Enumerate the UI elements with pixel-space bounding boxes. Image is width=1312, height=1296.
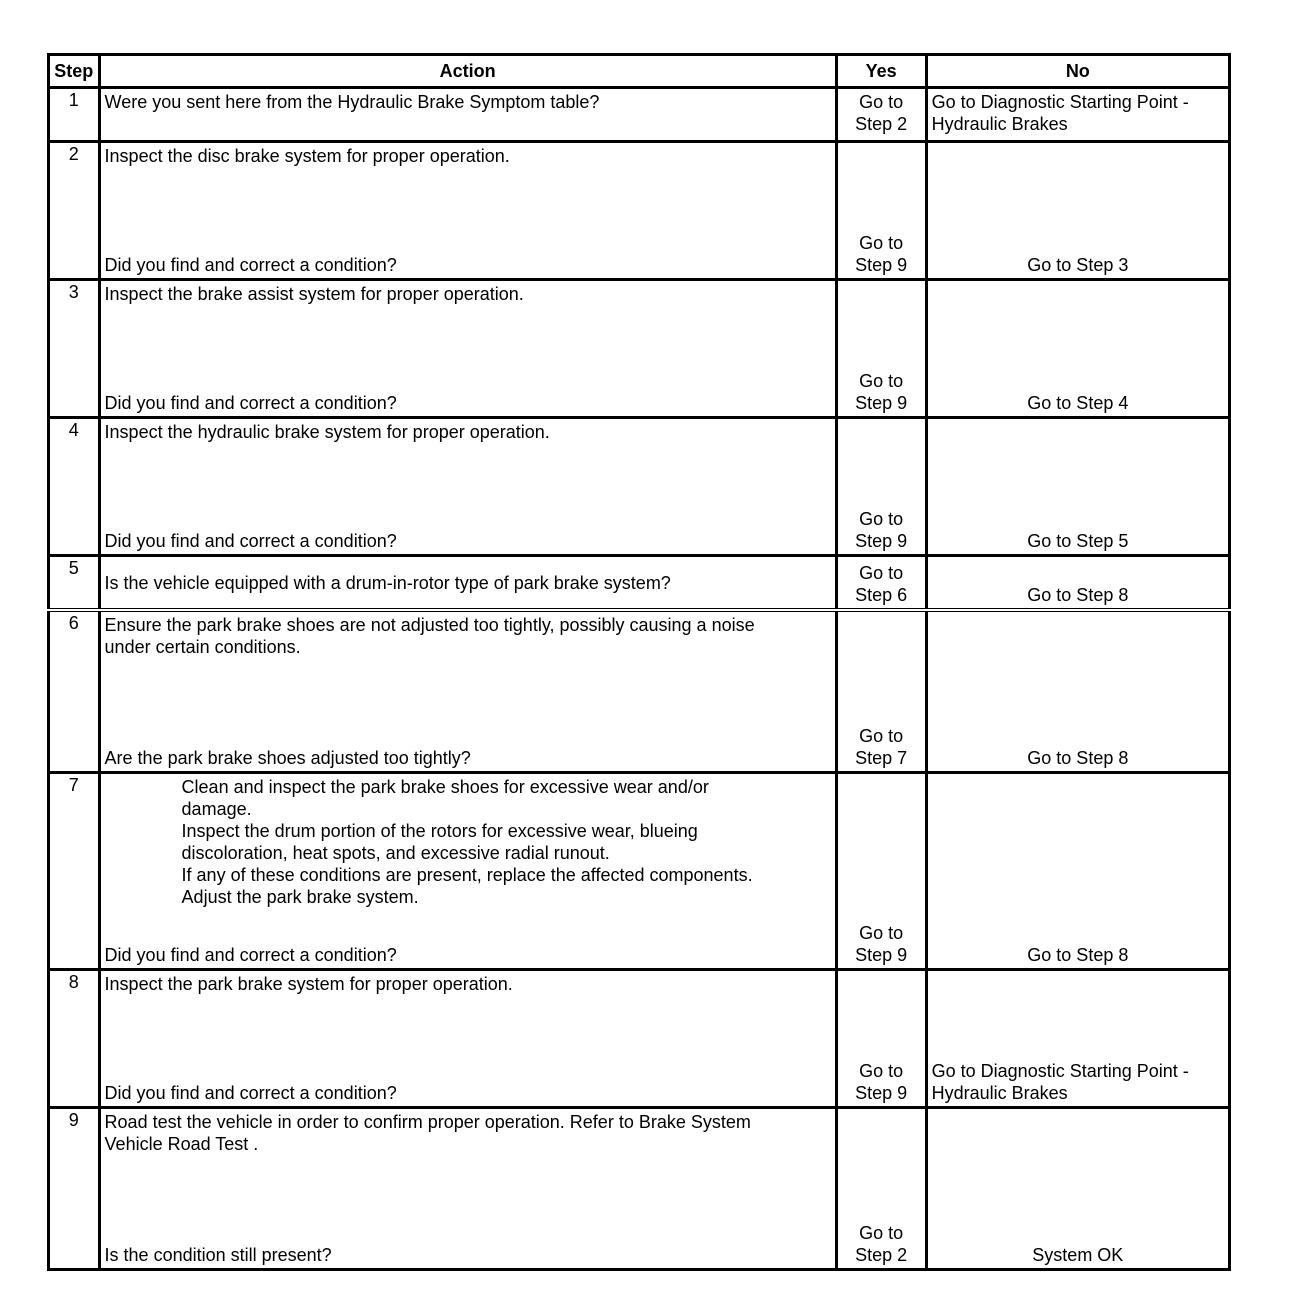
action-question: Did you find and correct a condition?: [104, 531, 397, 551]
yes-step: Step 9: [855, 255, 908, 275]
yes-step: Step 9: [855, 531, 908, 551]
yes-step: Step 6: [855, 585, 908, 605]
action-cell: [99, 142, 836, 280]
table-row: [49, 610, 1230, 773]
action-text: Adjust the park brake system.: [181, 887, 419, 907]
action-text: Were you sent here from the Hydraulic Brake Symptom table?: [104, 92, 600, 112]
no-text: Go to Step 8: [1027, 945, 1129, 965]
action-cell: [99, 418, 836, 556]
no-text: Hydraulic Brakes: [931, 114, 1068, 134]
diagnostic-table: [47, 53, 1231, 1271]
step-number: 5: [49, 556, 100, 611]
action-question: Is the condition still present?: [104, 1245, 332, 1265]
yes-step: Step 9: [855, 1083, 908, 1103]
no-cell: [926, 773, 1229, 970]
yes-text: Go to: [859, 371, 904, 391]
action-cell: [99, 970, 836, 1108]
no-text: Hydraulic Brakes: [931, 1083, 1068, 1103]
action-text: discoloration, heat spots, and excessive radial runout.: [181, 843, 610, 863]
action-text: Inspect the hydraulic brake system for proper operation.: [104, 422, 550, 442]
header-step: Step: [49, 55, 100, 88]
action-cell: [99, 773, 836, 970]
no-text: Go to Step 8: [1027, 748, 1129, 768]
yes-cell: [836, 970, 926, 1108]
yes-text: Go to: [859, 563, 904, 583]
step-number: 3: [49, 280, 100, 418]
no-cell: [926, 970, 1229, 1108]
action-text: Vehicle Road Test .: [104, 1134, 259, 1154]
table-row: [49, 1108, 1230, 1270]
no-text: Go to Step 8: [1027, 585, 1129, 605]
table-row: [49, 773, 1230, 970]
step-number: 7: [49, 773, 100, 970]
yes-step: Step 2: [855, 114, 908, 134]
action-text: damage.: [181, 799, 252, 819]
table-row: [49, 88, 1230, 142]
action-question: Did you find and correct a condition?: [104, 255, 397, 275]
yes-cell: [836, 88, 926, 142]
yes-text: Go to: [859, 233, 904, 253]
yes-cell: [836, 610, 926, 773]
yes-text: Go to: [859, 509, 904, 529]
action-text: Road test the vehicle in order to confirm proper operation. Refer to Brake System: [104, 1112, 751, 1132]
action-question: Did you find and correct a condition?: [104, 393, 397, 413]
header-action: Action: [99, 55, 836, 88]
no-cell: [926, 1108, 1229, 1270]
action-cell: [99, 556, 836, 611]
yes-cell: [836, 773, 926, 970]
action-question: Is the vehicle equipped with a drum-in-rotor type of park brake system?: [104, 572, 671, 593]
no-text: Go to Step 4: [1027, 393, 1129, 413]
table-row: [49, 280, 1230, 418]
action-text: Inspect the disc brake system for proper operation.: [104, 146, 510, 166]
no-text: Go to Step 3: [1027, 255, 1129, 275]
header-row: [49, 55, 1230, 88]
yes-step: Step 9: [855, 393, 908, 413]
yes-text: Go to: [859, 726, 904, 746]
yes-cell: [836, 1108, 926, 1270]
action-cell: [99, 610, 836, 773]
action-text: under certain conditions.: [104, 637, 301, 657]
header-no: No: [926, 55, 1229, 88]
yes-text: Go to: [859, 92, 904, 112]
action-question: Are the park brake shoes adjusted too tightly?: [104, 748, 471, 768]
yes-text: Go to: [859, 923, 904, 943]
no-cell: [926, 418, 1229, 556]
action-text: Inspect the drum portion of the rotors for excessive wear, blueing: [181, 821, 698, 841]
table-row: [49, 142, 1230, 280]
yes-text: Go to: [859, 1061, 904, 1081]
no-cell: [926, 610, 1229, 773]
yes-cell: [836, 418, 926, 556]
yes-step: Step 2: [855, 1245, 908, 1265]
action-instructions: [105, 776, 831, 908]
yes-cell: [836, 280, 926, 418]
action-question: Did you find and correct a condition?: [104, 945, 397, 965]
action-text: If any of these conditions are present, replace the affected components.: [181, 865, 753, 885]
action-cell: [99, 1108, 836, 1270]
step-number: 9: [49, 1108, 100, 1270]
no-text: System OK: [1032, 1245, 1124, 1265]
table-row: [49, 556, 1230, 611]
step-number: 8: [49, 970, 100, 1108]
yes-text: Go to: [859, 1223, 904, 1243]
action-cell: [99, 88, 836, 142]
no-text: Go to Diagnostic Starting Point -: [931, 1061, 1189, 1081]
yes-step: Step 7: [855, 748, 908, 768]
step-number: 2: [49, 142, 100, 280]
table-row: [49, 418, 1230, 556]
yes-cell: [836, 142, 926, 280]
no-cell: [926, 556, 1229, 611]
no-cell: [926, 142, 1229, 280]
no-text: Go to Step 5: [1027, 531, 1129, 551]
table-row: [49, 970, 1230, 1108]
action-text: Clean and inspect the park brake shoes for excessive wear and/or: [181, 777, 709, 797]
header-yes: Yes: [836, 55, 926, 88]
action-cell: [99, 280, 836, 418]
action-question: Did you find and correct a condition?: [104, 1083, 397, 1103]
step-number: 4: [49, 418, 100, 556]
step-number: 6: [49, 610, 100, 773]
step-number: 1: [49, 88, 100, 142]
action-text: Inspect the brake assist system for proper operation.: [104, 284, 524, 304]
action-text: Inspect the park brake system for proper operation.: [104, 974, 513, 994]
no-cell: [926, 280, 1229, 418]
action-text: Ensure the park brake shoes are not adjusted too tightly, possibly causing a noise: [104, 615, 755, 635]
yes-step: Step 9: [855, 945, 908, 965]
yes-cell: [836, 556, 926, 611]
no-text: Go to Diagnostic Starting Point -: [931, 92, 1189, 112]
no-cell: [926, 88, 1229, 142]
